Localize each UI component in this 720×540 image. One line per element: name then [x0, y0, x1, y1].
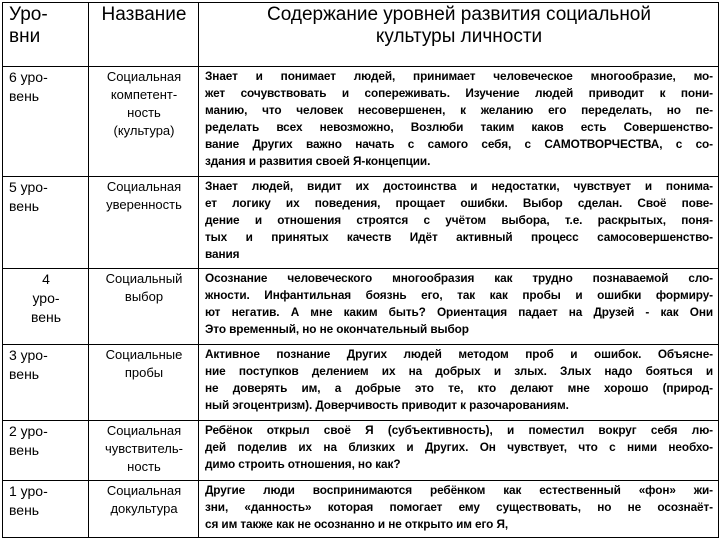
name-cell: Социальная чувствитель- ность — [89, 421, 199, 481]
content-cell: Другие люди воспринимаются ребёнком как естественный «фон» жи- зни, «данность» которая помогает ему существовать, но не осознаёт- ся им также как не осознанно и не открыто им его Я, — [199, 481, 719, 538]
name-cell: Социальные пробы — [89, 345, 199, 421]
name-cell: Социальная компетент- ность (культура) — [89, 67, 199, 177]
level-cell: 4 уро- вень — [3, 269, 89, 345]
name-cell: Социальная уверенность — [89, 177, 199, 269]
content-cell: Активное познание Других людей методом проб и ошибок. Объясне- ние поступков делением их на добрых и злых. Злых надо бояться и не доверять им, а добрые это те, кто делают мне хорошо (природ- ный эгоцентризм). Доверчивость приводит к разочарованиям. — [199, 345, 719, 421]
table-row — [3, 269, 719, 345]
content-cell: Знает людей, видит их достоинства и недостатки, чувствует и понима- ет логику их поведения, прощает ошибки. Выбор сделан. Своё пове- дение и отношения строятся с учётом выбора, т.е. раскрытых, поня- тых и принятых качеств Идёт активный процесс самосовершенство- вания — [199, 177, 719, 269]
level-cell: 3 уро- вень — [3, 345, 89, 421]
content-cell: Знает и понимает людей, принимает человеческое многообразие, мо- жет сочувствовать и сопереживать. Изучение людей приводит к пони- манию, что человек несовершенен, к желанию его переделать, но пе- ределать всех невозможно, Возлюби таким каков есть Совершенство- вание Других важно начать с самого себя, с САМОТВОРЧЕСТВА, с со- здания и развития своей Я-концепции. — [199, 67, 719, 177]
level-cell: 6 уро- вень — [3, 67, 89, 177]
level-cell: 5 уро- вень — [3, 177, 89, 269]
header-content: Содержание уровней развития социальной культуры личности — [199, 3, 719, 67]
content-cell: Ребёнок открыл своё Я (субъективность), и поместил вокруг себя лю- дей поделив их на близких и Других. Он чувствует, что с ними необхо- димо строить отношения, но как? — [199, 421, 719, 481]
table-row — [3, 67, 719, 177]
level-cell: 2 уро- вень — [3, 421, 89, 481]
content-cell: Осознание человеческого многообразия как трудно познаваемой сло- жности. Инфантильная боязнь его, так как пробы и ошибки формиру- ют негатив. А мне каким быть? Ориентация падает на Друзей - как Они Это временный, но не окончательный выбор — [199, 269, 719, 345]
table-row — [3, 421, 719, 481]
name-cell: Социальный выбор — [89, 269, 199, 345]
table-row — [3, 481, 719, 538]
table-row — [3, 345, 719, 421]
header-levels: Уро- вни — [3, 3, 89, 67]
level-cell: 1 уро- вень — [3, 481, 89, 538]
levels-table — [2, 2, 719, 538]
header-name: Название — [89, 3, 199, 67]
table-row — [3, 177, 719, 269]
table-header-row — [3, 3, 719, 67]
name-cell: Социальная докультура — [89, 481, 199, 538]
